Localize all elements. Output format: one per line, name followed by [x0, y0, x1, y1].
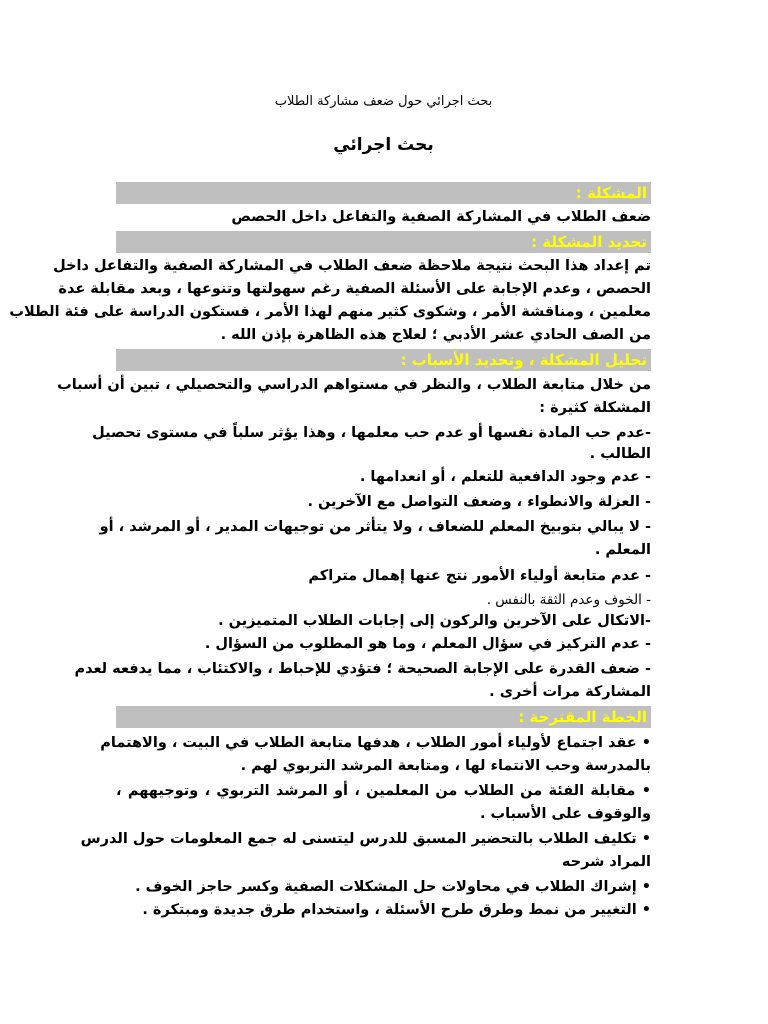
document-title: بحث اجرائي [333, 135, 434, 155]
plan-line: • تكليف الطلاب بالتحضير المسبق للدرس ليتسنى له جمع المعلومات حول الدرس [80, 831, 651, 847]
definition-line: تم إعداد هذا البحث نتيجة ملاحظة ضعف الطلاب في المشاركة الصفية والتفاعل داخل [53, 258, 651, 274]
plan-line: • التغيير من نمط وطرق طرح الأسئلة ، واستخدام طرق جديدة ومبتكرة . [142, 902, 651, 918]
definition-line: الحصص ، وعدم الإجابة على الأسئلة الصفية رغم سهولتها وتنوعها ، وبعد مقابلة عدة [58, 281, 651, 297]
analysis-line: - عدم متابعة أولياء الأمور نتج عنها إهمال متراكم [308, 568, 651, 584]
analysis-line: - عدم التركيز في سؤال المعلم ، وما هو المطلوب من السؤال . [204, 636, 651, 652]
plan-line: والوقوف على الأسباب . [479, 806, 651, 822]
section-heading-definition: تحديد المشكلة : [116, 231, 651, 253]
analysis-line: - عدم وجود الدافعية للتعلم ، أو انعدامها . [359, 469, 651, 485]
plan-line: • عقد اجتماع لأولياء أمور الطلاب ، هدفها متابعة الطلاب في البيت ، والاهتمام [100, 735, 651, 751]
analysis-line: المعلم . [594, 542, 651, 558]
definition-line: معلمين ، ومناقشة الأمر ، وشكوى كثير منهم لهذا الأمر ، فستكون الدراسة على فئة الطلاب [9, 304, 651, 320]
analysis-line: - العزلة والانطواء ، وضعف التواصل مع الآخرين . [307, 494, 651, 510]
analysis-line: -عدم حب المادة نفسها أو عدم حب معلمها ، وهذا يؤثر سلباً في مستوى تحصيل [92, 425, 651, 441]
analysis-line: - الخوف وعدم الثقة بالنفس . [486, 592, 651, 608]
analysis-line: من خلال متابعة الطلاب ، والنظر في مستواهم الدراسي والتحصيلي ، تبين أن أسباب [57, 377, 651, 393]
plan-line: بالمدرسة وحب الانتماء لها ، ومتابعة المرشد التربوي لهم . [240, 758, 651, 774]
section-heading-problem: المشكلة : [116, 182, 651, 204]
problem-line: ضعف الطلاب في المشاركة الصفية والتفاعل داخل الحصص [231, 209, 651, 225]
analysis-line: الطالب . [589, 446, 651, 462]
section-heading-plan: الخطة المقترحة : [116, 706, 651, 728]
analysis-line: -الاتكال على الآخرين والركون إلى إجابات الطلاب المتميزين . [218, 613, 651, 629]
plan-line: • مقابلة الفئة من الطلاب من المعلمين ، أو المرشد التربوي ، وتوجيههم ، [116, 783, 651, 799]
plan-line: المراد شرحه [561, 854, 651, 870]
analysis-line: - ضعف القدرة على الإجابة الصحيحة ؛ فتؤدي للإحباط ، والاكتئاب ، مما يدفعه لعدم [74, 661, 651, 677]
section-heading-analysis: تحليل المشكلة ، وتحديد الأسباب : [116, 349, 651, 371]
analysis-line: المشكلة كثيرة : [539, 400, 651, 416]
analysis-line: - لا يبالي بتوبيخ المعلم للضعاف ، ولا يتأثر من توجيهات المدير ، أو المرشد ، أو [99, 519, 651, 535]
header-line: بحث اجرائي حول ضعف مشاركة الطلاب [274, 94, 493, 109]
analysis-line: المشاركة مرات أخرى . [489, 684, 651, 700]
definition-line: من الصف الحادي عشر الأدبي ؛ لعلاج هذه الظاهرة بإذن الله . [220, 327, 651, 343]
plan-line: • إشراك الطلاب في محاولات حل المشكلات الصفية وكسر حاجز الخوف . [135, 879, 651, 895]
